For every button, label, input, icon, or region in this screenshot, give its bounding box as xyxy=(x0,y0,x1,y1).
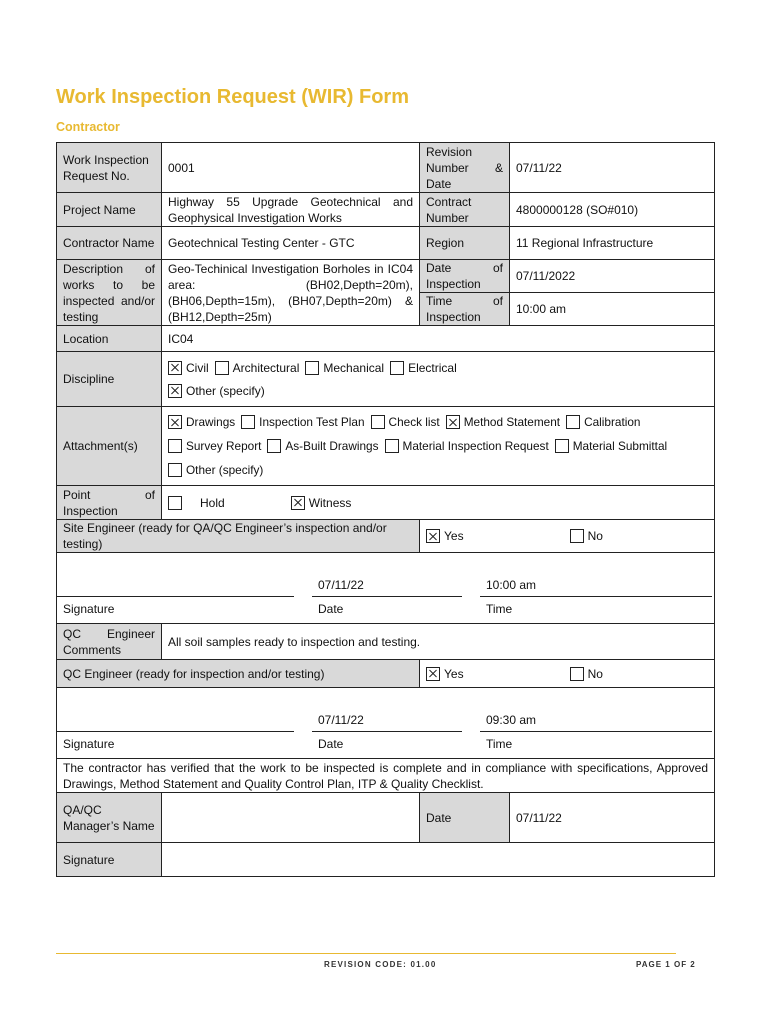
inspection-time-value[interactable]: 10:00 am xyxy=(510,293,715,326)
site-engineer-options xyxy=(420,520,715,553)
row-site-engineer xyxy=(57,520,715,553)
attachment-material-submittal[interactable] xyxy=(555,438,667,454)
contractor-label: Contractor Name xyxy=(57,227,162,260)
form-title: Work Inspection Request (WIR) Form xyxy=(56,86,409,108)
witness-checkbox[interactable] xyxy=(291,496,305,510)
attachments-options xyxy=(162,407,715,486)
attachment-drawings[interactable] xyxy=(168,414,235,430)
other-discipline-checkbox[interactable] xyxy=(168,384,182,398)
site-engineer-signature-field[interactable] xyxy=(57,553,294,597)
drawings-label: Drawings xyxy=(186,415,236,429)
mir-checkbox[interactable] xyxy=(385,439,399,453)
attachment-checklist[interactable] xyxy=(371,414,440,430)
attachment-itp[interactable] xyxy=(241,414,364,430)
row-site-engineer-signature xyxy=(57,553,715,624)
qc-engineer-no-label: No xyxy=(587,666,603,681)
checklist-checkbox[interactable] xyxy=(371,415,385,429)
project-value[interactable]: Highway 55 Upgrade Geotechnical and Geophysical Investigation Works xyxy=(162,193,420,227)
site-engineer-yes-label: Yes xyxy=(444,529,464,543)
point-of-inspection-options xyxy=(162,486,715,520)
calibration-checkbox[interactable] xyxy=(566,415,580,429)
attachment-other[interactable] xyxy=(168,462,263,478)
row-final-signature xyxy=(57,843,715,877)
revision-label: Revision Number & Date xyxy=(420,143,510,193)
row-wir-no xyxy=(57,143,715,193)
site-engineer-yes[interactable] xyxy=(426,528,464,544)
site-engineer-no[interactable] xyxy=(570,528,603,544)
qc-engineer-time-label: Time xyxy=(486,737,513,751)
qc-engineer-yes-label: Yes xyxy=(444,666,464,681)
mechanical-checkbox[interactable] xyxy=(305,361,319,375)
location-value[interactable]: IC04 xyxy=(162,326,715,352)
row-qc-comments xyxy=(57,624,715,660)
attachments-label: Attachment(s) xyxy=(57,407,162,486)
electrical-checkbox[interactable] xyxy=(390,361,404,375)
qc-engineer-signature-label: Signature xyxy=(63,737,115,751)
qc-engineer-label: QC Engineer (ready for inspection and/or testing) xyxy=(57,660,420,688)
qaqc-date-value[interactable]: 07/11/22 xyxy=(510,793,715,843)
contract-value[interactable]: 4800000128 (SO#010) xyxy=(510,193,715,227)
final-signature-label: Signature xyxy=(57,843,162,877)
row-location xyxy=(57,326,715,352)
site-engineer-yes-checkbox[interactable] xyxy=(426,529,440,543)
discipline-mechanical[interactable] xyxy=(305,360,384,376)
site-engineer-time-label: Time xyxy=(486,602,513,616)
qc-engineer-no[interactable] xyxy=(570,666,603,682)
description-label: Description of works to be inspected and/or testing xyxy=(57,260,162,326)
revision-code: REVISION CODE: 01.00 xyxy=(324,960,437,969)
qc-engineer-options xyxy=(420,660,715,688)
row-qaqc-manager xyxy=(57,793,715,843)
final-signature-field[interactable] xyxy=(162,843,715,877)
itp-checkbox[interactable] xyxy=(241,415,255,429)
wir-form-table xyxy=(56,142,715,877)
material-submittal-label: Material Submittal xyxy=(572,439,668,453)
row-attachments xyxy=(57,407,715,486)
point-witness[interactable] xyxy=(291,495,352,511)
form-subtitle: Contractor xyxy=(56,120,120,134)
footer-divider xyxy=(56,953,676,954)
qaqc-manager-value[interactable] xyxy=(162,793,420,843)
hold-checkbox[interactable] xyxy=(168,496,182,510)
point-hold[interactable] xyxy=(168,495,225,511)
other-attachment-checkbox[interactable] xyxy=(168,463,182,477)
row-discipline xyxy=(57,352,715,407)
inspection-date-label: Date of Inspection xyxy=(420,260,510,293)
inspection-date-value[interactable]: 07/11/2022 xyxy=(510,260,715,293)
qc-engineer-yes[interactable] xyxy=(426,666,464,682)
checklist-label: Check list xyxy=(388,415,440,429)
material-submittal-checkbox[interactable] xyxy=(555,439,569,453)
site-engineer-no-checkbox[interactable] xyxy=(570,529,584,543)
qc-engineer-time-value[interactable]: 09:30 am xyxy=(480,712,712,732)
inspection-time-label: Time of Inspection xyxy=(420,293,510,326)
site-engineer-label: Site Engineer (ready for QA/QC Engineer’s inspection and/or testing) xyxy=(57,520,420,553)
qc-engineer-no-checkbox[interactable] xyxy=(570,667,584,681)
region-label: Region xyxy=(420,227,510,260)
hold-label: Hold xyxy=(200,495,225,510)
contractor-value[interactable]: Geotechnical Testing Center - GTC xyxy=(162,227,420,260)
wir-no-value[interactable]: 0001 xyxy=(162,143,420,193)
architectural-checkbox[interactable] xyxy=(215,361,229,375)
attachment-calibration[interactable] xyxy=(566,414,640,430)
electrical-label: Electrical xyxy=(408,360,457,375)
qc-comments-label: QC Engineer Comments xyxy=(57,624,162,660)
attachment-method-statement[interactable] xyxy=(446,414,560,430)
contract-label: Contract Number xyxy=(420,193,510,227)
declaration-text: The contractor has verified that the work to be inspected is complete and in compliance with specifications, Approved Drawings, Method Statement and Quality Control Plan, ITP & Quality Checklist. xyxy=(57,759,715,793)
method-statement-label: Method Statement xyxy=(463,415,561,429)
page-number: PAGE 1 OF 2 xyxy=(636,960,696,969)
site-engineer-date-label: Date xyxy=(318,602,344,616)
discipline-other[interactable] xyxy=(168,383,265,399)
row-contractor xyxy=(57,227,715,260)
other-attachment-label: Other (specify) xyxy=(186,463,264,477)
survey-report-checkbox[interactable] xyxy=(168,439,182,453)
qc-comments-value[interactable]: All soil samples ready to inspection and testing. xyxy=(162,624,715,660)
calibration-label: Calibration xyxy=(584,415,641,429)
attachment-mir[interactable] xyxy=(385,438,549,454)
discipline-civil[interactable] xyxy=(168,360,209,376)
row-description-a xyxy=(57,260,715,293)
row-point-of-inspection xyxy=(57,486,715,520)
mechanical-label: Mechanical xyxy=(323,360,385,375)
discipline-label: Discipline xyxy=(57,352,162,407)
wir-no-label: Work Inspection Request No. xyxy=(57,143,162,193)
site-engineer-date-value[interactable]: 07/11/22 xyxy=(312,577,462,597)
witness-label: Witness xyxy=(308,495,352,510)
itp-label: Inspection Test Plan xyxy=(259,415,365,429)
civil-checkbox[interactable] xyxy=(168,361,182,375)
row-declaration xyxy=(57,759,715,793)
description-value[interactable]: Geo-Techinical Investigation Borholes in IC04 area: (BH02,Depth=20m), (BH06,Depth=15m), (BH07,Depth=20m) & (BH12,Depth=25m) xyxy=(162,260,420,326)
mir-label: Material Inspection Request xyxy=(402,439,549,453)
architectural-label: Architectural xyxy=(232,360,300,375)
discipline-architectural[interactable] xyxy=(215,360,300,376)
site-engineer-signature-label: Signature xyxy=(63,602,115,616)
qc-engineer-date-value[interactable]: 07/11/22 xyxy=(312,712,462,732)
point-of-inspection-label: Point of Inspection xyxy=(57,486,162,520)
site-engineer-time-value[interactable]: 10:00 am xyxy=(480,577,712,597)
revision-value[interactable]: 07/11/22 xyxy=(510,143,715,193)
location-label: Location xyxy=(57,326,162,352)
survey-report-label: Survey Report xyxy=(186,439,262,453)
discipline-electrical[interactable] xyxy=(390,360,457,376)
civil-label: Civil xyxy=(186,360,209,375)
row-qc-engineer-signature xyxy=(57,688,715,759)
drawings-checkbox[interactable] xyxy=(168,415,182,429)
other-discipline-label: Other (specify) xyxy=(186,383,265,398)
discipline-options xyxy=(162,352,715,407)
qc-engineer-date-label: Date xyxy=(318,737,344,751)
qc-engineer-yes-checkbox[interactable] xyxy=(426,667,440,681)
row-project xyxy=(57,193,715,227)
method-statement-checkbox[interactable] xyxy=(446,415,460,429)
as-built-label: As-Built Drawings xyxy=(285,439,379,453)
project-label: Project Name xyxy=(57,193,162,227)
attachment-survey-report[interactable] xyxy=(168,438,261,454)
qaqc-date-label: Date xyxy=(420,793,510,843)
site-engineer-no-label: No xyxy=(587,529,603,543)
as-built-checkbox[interactable] xyxy=(267,439,281,453)
qc-engineer-signature-field[interactable] xyxy=(57,688,294,732)
row-qc-engineer xyxy=(57,660,715,688)
qaqc-manager-label: QA/QC Manager’s Name xyxy=(57,793,162,843)
region-value[interactable]: 11 Regional Infrastructure xyxy=(510,227,715,260)
attachment-as-built[interactable] xyxy=(267,438,378,454)
